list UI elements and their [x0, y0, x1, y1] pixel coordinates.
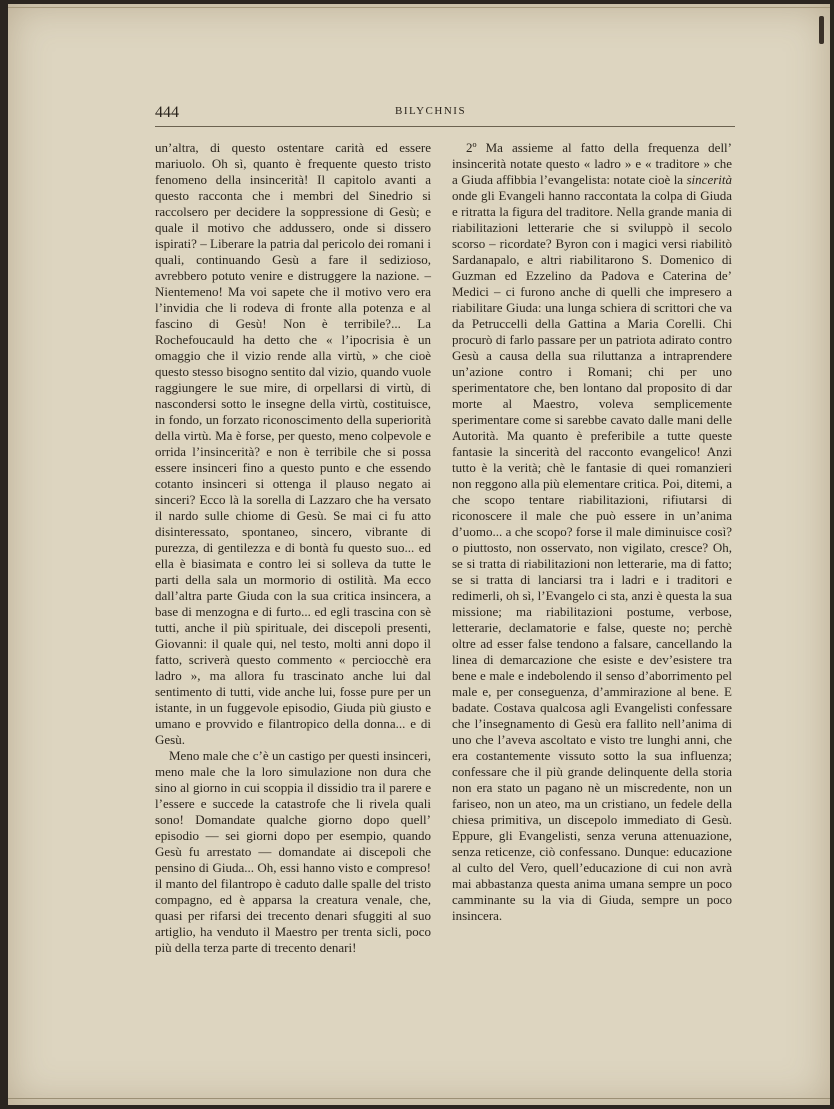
left-column [155, 140, 431, 956]
page-bottom-edge [8, 1098, 830, 1099]
page-top-edge [8, 7, 830, 8]
book-page [8, 4, 830, 1105]
right-paragraph [452, 140, 732, 924]
right-paragraph-italic: sincerità [686, 172, 732, 187]
right-paragraph-rest: onde gli Evangeli hanno raccontata la colpa di Giuda e ritratta la figura del traditore. Nella grande mania di riabilitazioni letterarie che si sviluppò il secolo scorso – ricordate? Byron con i magici versi riabilitò Sardanapalo, e altri riabilitarono S. Domenico di Guzman ed Ezzelino da Padova e Caterina de’ Medici – ci furono anche di quelli che impresero a riabilitare Giuda: una lunga schiera di scrittori che va da Petruccelli della Gattina a Maria Corelli. Chi procurò di farlo passare per un patriota adirato contro Gesù a causa della sua riluttanza a intraprendere un’azione contro i Romani; chi per uno sperimentatore che, ben lontano dal proposito di dar morte al Maestro, voleva semplicemente sperimentare come si sarebbe cavato dalle mani delle Autorità. Ma quanto è preferibile a tutte queste fantasie la sincerità del racconto evangelico! Anzi tutto è la verità; chè le fantasie di quei romanzieri non reggono alla più elementare critica. Poi, ditemi, a che scopo tentare riabilitazioni, rifiutarsi di riconoscere il male che può essere in un’anima d’uomo... a che scopo? forse il male diminuisce così? o piuttosto, non osservato, non vigilato, cresce? Oh, se si tratta di riabilitazioni non letterarie, ma di fatto; se si tratta di lanciarsi tra i ladri e i traditori e redimerli, oh sì, l’Evangelo ci sta, anzi è questa la sua missione; ma riabilitazioni postume, verbose, letterarie, declamatorie e false, queste no; perchè oltre ad esser false tendono a falsare, cancellando la linea di demarcazione che esiste e dev’esistere tra bene e male e indebolendo il senso d’aborrimento pel male e, per conseguenza, d’ammirazione al bene. E badate. Costava qualcosa agli Evangelisti confessare che l’insegnamento di Gesù era fallito nell’anima di uno che l’aveva ascoltato e visto tre lunghi anni, che era costantemente vissuto sotto la sua influenza; confessare che il più grande delinquente della storia non era stato un pagano nè un miscredente, non un fariseo, non un ateo, ma un cristiano, un fedele della chiesa primitiva, un discepolo immediato di Gesù. Eppure, gli Evangelisti, senza veruna attenuazione, senza reticenze, ciò confessano. Dunque: educazione al culto del Vero, quell’educazione di cui non avrà mai abbastanza questa anima umana sempre un poco camminante su la via di Giuda, sempre un poco insincera. [452, 188, 732, 923]
left-paragraph-2: Meno male che c’è un castigo per questi insinceri, meno male che la loro simulazione non dura che sino al giorno in cui scoppia il dissidio tra il parere e l’essere e succede la catastrofe che li rivela quali sono! Domandate qualche giorno dopo quell’ episodio — sei giorni dopo per esempio, quando Gesù fu arrestato — domandate ai discepoli che pensino di Giuda... Oh, essi hanno visto e compreso! il manto del filantropo è caduto dalle spalle del tristo compagno, ed è apparsa la creatura venale, che, quasi per rifarsi dei trecento denari sfuggiti al suo artiglio, ha venduto il Maestro per trenta sicli, poco più della terza parte di trecento denari! [155, 748, 431, 955]
page-number: 444 [155, 104, 179, 121]
page-tab-mark [819, 16, 824, 44]
running-title: BILYCHNIS [395, 105, 467, 117]
right-paragraph-start: 2º Ma assieme al fatto della frequenza dell’ insincerità notate questo « ladro » e « traditore » che a Giuda affibbia l’evangelista: notate cioè la [452, 140, 732, 187]
page-header [155, 104, 735, 127]
left-paragraph-1: un’altra, di questo ostentare carità ed essere mariuolo. Oh sì, quanto è frequente questo tristo fenomeno della insincerità! Il capitolo avanti a questo racconta che i membri del Sinedrio si raccolsero per decidere la soppressione di Gesù; e quale il motivo che addussero, onde si dissero ispirati? – Liberare la patria dal pericolo dei romani i quali, continuando Gesù a fare il sedizioso, avrebbero potuto venire e distruggere la nazione. – Nientemeno! Ma voi sapete che il motivo vero era l’invidia che li rodeva di fronte alla potenza e al fascino di Gesù! Non è terribile?... La Rochefoucauld ha detto che « l’ipocrisia è un omaggio che il vizio rende alla virtù, » che cioè questo stesso bisogno sentito dal vizio, quando vuole raggiungere le sue mire, di orpellarsi di virtù, di nascondersi sotto le insegne della virtù, costituisce, in fondo, un forzato riconoscimento della superiorità della virtù. Ma è forse, per questo, meno colpevole e orrida l’insincerità? e non è terribile che si possa essere insinceri fino a questo punto e che essendo cotanto insinceri si ottenga il plauso negato ai sinceri? Ecco là la sorella di Lazzaro che ha versato il nardo sulle chiome di Gesù. Se mai ci fu atto disinteressato, spontaneo, sincero, vibrante di purezza, di gentilezza e di bontà fu questo suo... ed ella è biasimata e contro lei si solleva da tutte le parti della sala un mormorio di ostilità. Ma ecco dall’altra parte Giuda con la sua critica insincera, a base di menzogna e di furto... ed egli trascina con sè tutti, anche il più spirituale, dei discepoli presenti, Giovanni: il quale qui, nel testo, molti anni dopo il fatto, scriverà questo commento « perciocchè era ladro », ma allora fu trascinato anche lui dal sentimento di tutti, vide anche lui, fosse pure per un istante, in un fuggevole episodio, Giuda più giusto e umano e provvido e filantropico della donna... e di Gesù. [155, 140, 431, 747]
right-column [452, 140, 732, 924]
